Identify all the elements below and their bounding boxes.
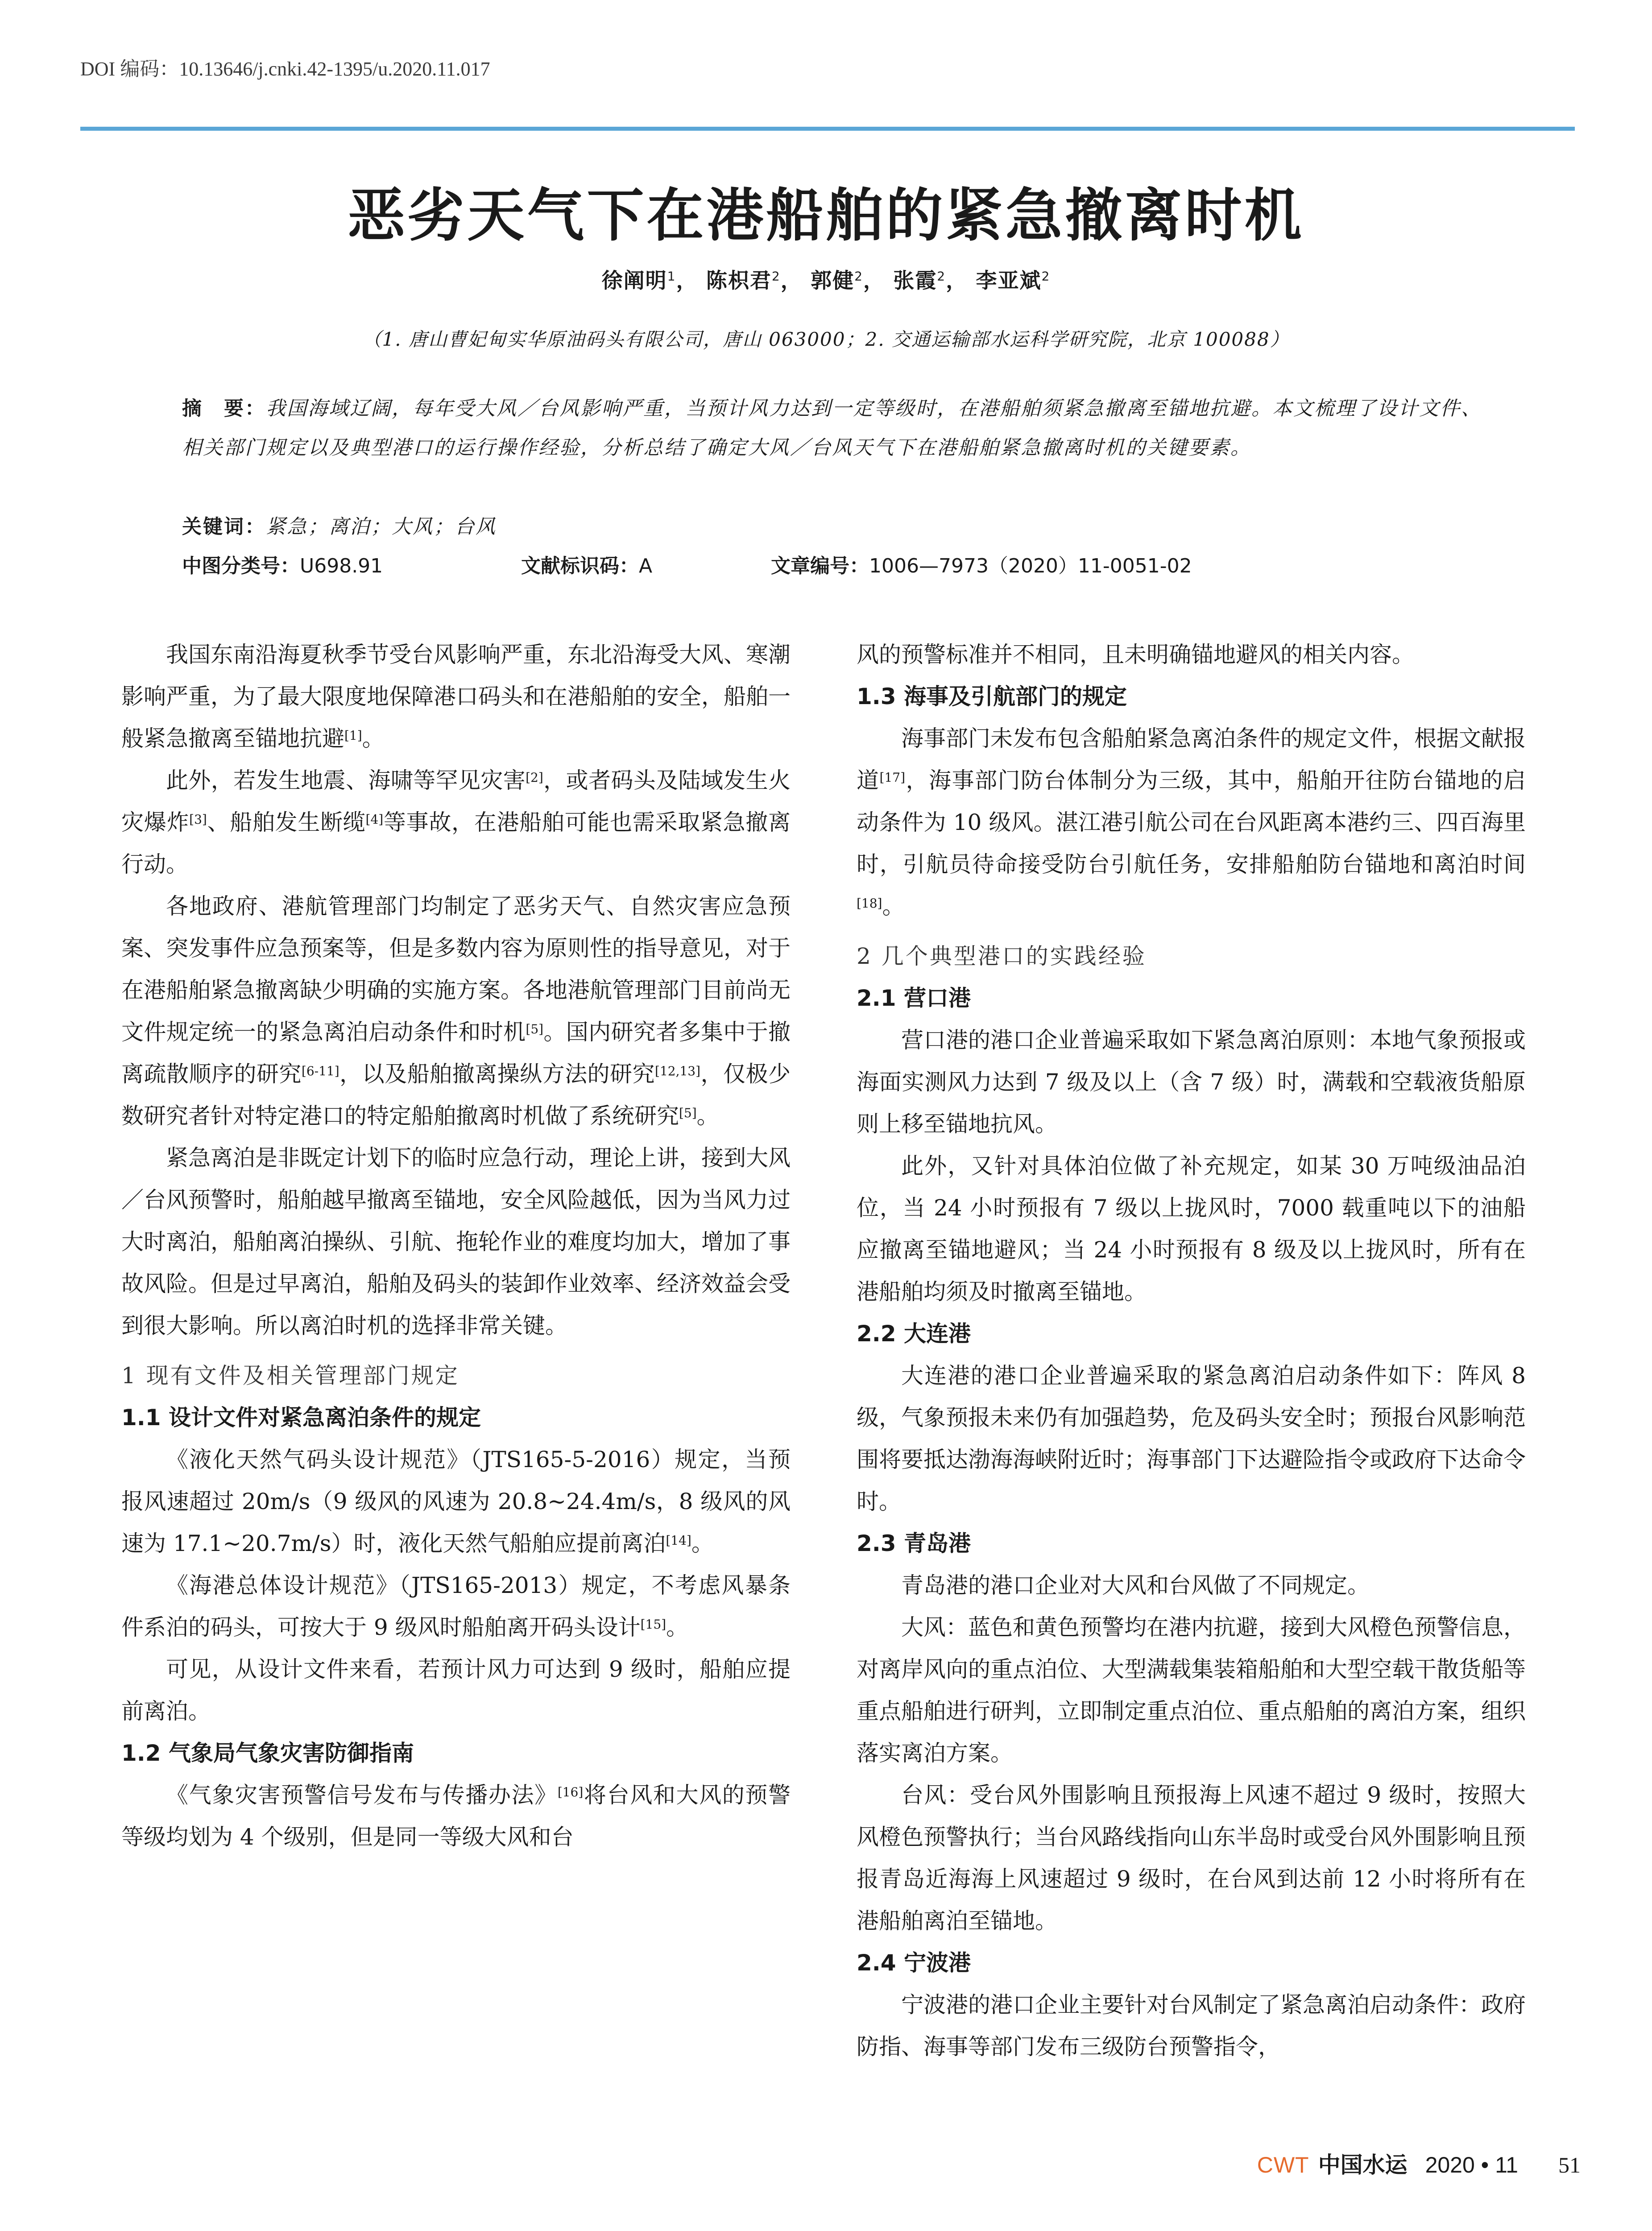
art-value: 1006—7973（2020）11-0051-02 xyxy=(869,555,1192,577)
keywords xyxy=(182,510,497,539)
paragraph: 《气象灾害预警信号发布与传播办法》[16]将台风和大风的预警等级均划为 4 个级别，但是同一等级大风和台 xyxy=(121,1782,791,1850)
subsection-heading: 1.2 气象局气象灾害防御指南 xyxy=(121,1740,414,1766)
paragraph: 各地政府、港航管理部门均制定了恶劣天气、自然灾害应急预案、突发事件应急预案等，但是多数内容为原则性的指导意见，对于在港船舶紧急撤离缺少明确的实施方案。各地港航管理部门目前尚无文件规定统一的紧急离泊启动条件和时机[5]。国内研究者多集中于撤离疏散顺序的研究[6-11]，以及船舶撤离操纵方法的研究[12,13]，仅极少数研究者针对特定港口的特定船舶撤离时机做了系统研究[5]。 xyxy=(121,893,791,1129)
subsection-heading: 2.4 宁波港 xyxy=(857,1950,971,1976)
paragraph: 《液化天然气码头设计规范》（JTS165-5-2016）规定，当预报风速超过 20m/s（9 级风的风速为 20.8~24.4m/s，8 级风的风速为 17.1~20.7m/s）时，液化天然气船舶应提前离泊[14]。 xyxy=(121,1447,791,1556)
citation: [1] xyxy=(344,728,362,743)
citation: [5] xyxy=(526,1022,544,1037)
paragraph: 大风：蓝色和黄色预警均在港内抗避，接到大风橙色预警信息，对离岸风向的重点泊位、大型满载集装箱船舶和大型空载干散货船等重点船舶进行研判，立即制定重点泊位、重点船舶的离泊方案，组织落实离泊方案。 xyxy=(857,1614,1526,1766)
subsection-heading: 1.3 海事及引航部门的规定 xyxy=(857,684,1127,709)
header-rule xyxy=(80,127,1575,131)
clc-value: U698.91 xyxy=(300,555,383,577)
right-column xyxy=(857,634,1526,2068)
author-affil-mark: 2 xyxy=(937,269,946,284)
clc-number xyxy=(182,550,521,578)
author-name: 徐阐明 xyxy=(601,269,667,293)
page-number: 51 xyxy=(1558,2152,1581,2177)
art-label: 文章编号： xyxy=(771,555,869,577)
paragraph: 大连港的港口企业普遍采取的紧急离泊启动条件如下：阵风 8 级，气象预报未来仍有加强趋势，危及码头安全时；预报台风影响范围将要抵达渤海海峡附近时；海事部门下达避险指令或政府下达命令时。 xyxy=(857,1363,1526,1514)
keywords-text: 紧急；离泊；大风；台风 xyxy=(266,515,497,538)
author-affil-mark: 1 xyxy=(667,269,676,284)
journal-name: 中国水运 xyxy=(1318,2152,1408,2178)
author-affil-mark: 2 xyxy=(854,269,863,284)
issue-label: 2020 • 11 xyxy=(1425,2152,1518,2177)
citation: [5] xyxy=(679,1106,697,1120)
paragraph: 台风：受台风外围影响且预报海上风速不超过 9 级时，按照大风橙色预警执行；当台风路线指向山东半岛时或受台风外围影响且预报青岛近海海上风速超过 9 级时，在台风到达前 12 小时将所有在港船舶离泊至锚地。 xyxy=(857,1782,1526,1934)
author-affil-mark: 2 xyxy=(771,269,781,284)
paragraph: 我国东南沿海夏秋季节受台风影响严重，东北沿海受大风、寒潮影响严重，为了最大限度地保障港口码头和在港船舶的安全，船舶一般紧急撤离至锚地抗避[1]。 xyxy=(121,642,791,751)
brand-logo-text: CWT xyxy=(1257,2152,1309,2177)
citation: [18] xyxy=(857,896,882,911)
section-heading: 2 几个典型港口的实践经验 xyxy=(857,943,1147,969)
left-column xyxy=(121,634,791,1858)
author-name: 李亚斌 xyxy=(976,269,1042,293)
article-number xyxy=(771,550,1192,578)
subsection-heading: 2.1 营口港 xyxy=(857,985,971,1011)
paragraph: 《海港总体设计规范》（JTS165-2013）规定，不考虑风暴条件系泊的码头，可按大于 9 级风时船舶离开码头设计[15]。 xyxy=(121,1572,791,1640)
subsection-heading: 2.2 大连港 xyxy=(857,1321,971,1347)
clc-label: 中图分类号： xyxy=(182,555,300,577)
paragraph: 风的预警标准并不相同，且未明确锚地避风的相关内容。 xyxy=(857,642,1414,668)
keywords-label: 关键词： xyxy=(182,515,266,538)
citation: [4] xyxy=(365,812,384,827)
citation: [6-11] xyxy=(301,1064,340,1078)
affiliations: （1. 唐山曹妃甸实华原油码头有限公司，唐山 063000；2. 交通运输部水运科学研究院，北京 100088） xyxy=(362,328,1290,350)
author-name: 郭健 xyxy=(811,269,855,293)
abstract-label: 摘 要： xyxy=(182,397,266,420)
page-footer xyxy=(1257,2147,1581,2179)
citation: [15] xyxy=(640,1617,667,1632)
citation: [17] xyxy=(879,770,906,785)
section-heading: 1 现有文件及相关管理部门规定 xyxy=(121,1363,460,1389)
paragraph: 此外，若发生地震、海啸等罕见灾害[2]，或者码头及陆域发生火灾爆炸[3]、船舶发生断缆[4]等事故，在港船舶可能也需采取紧急撤离行动。 xyxy=(121,767,791,877)
citation: [12,13] xyxy=(655,1064,701,1078)
paragraph: 海事部门未发布包含船舶紧急离泊条件的规定文件，根据文献报道[17]，海事部门防台体制分为三级，其中，船舶开往防台锚地的启动条件为 10 级风。湛江港引航公司在台风距离本港约三、四百海里时，引航员待命接受防台引航任务，安排船舶防台锚地和离泊时间[18]。 xyxy=(857,726,1526,919)
citation: [14] xyxy=(666,1533,691,1548)
subsection-heading: 1.1 设计文件对紧急离泊条件的规定 xyxy=(121,1405,481,1431)
doc-code xyxy=(521,550,771,578)
paragraph: 紧急离泊是非既定计划下的临时应急行动，理论上讲，接到大风／台风预警时，船舶越早撤离至锚地，安全风险越低，因为当风力过大时离泊，船舶离泊操纵、引航、拖轮作业的难度均加大，增加了事故风险。但是过早离泊，船舶及码头的装卸作业效率、经济效益会受到很大影响。所以离泊时机的选择非常关键。 xyxy=(121,1145,791,1339)
citation: [2] xyxy=(526,770,543,785)
paragraph: 宁波港的港口企业主要针对台风制定了紧急离泊启动条件：政府防指、海事等部门发布三级防台预警指令， xyxy=(857,1992,1526,2060)
paragraph: 可见，从设计文件来看，若预计风力可达到 9 级时，船舶应提前离泊。 xyxy=(121,1656,791,1724)
doc-label: 文献标识码： xyxy=(521,555,639,577)
citation: [16] xyxy=(557,1785,584,1800)
author-name: 陈枳君 xyxy=(706,269,772,293)
subsection-heading: 2.3 青岛港 xyxy=(857,1530,971,1556)
doi-line: DOI 编码：10.13646/j.cnki.42-1395/u.2020.11.017 xyxy=(80,58,490,80)
citation: [3] xyxy=(189,812,207,827)
doc-value: A xyxy=(639,555,653,577)
author-affil-mark: 2 xyxy=(1041,269,1051,284)
abstract-text: 我国海域辽阔，每年受大风／台风影响严重，当预计风力达到一定等级时，在港船舶须紧急撤离至锚地抗避。本文梳理了设计文件、相关部门规定以及典型港口的运行操作经验，分析总结了确定大风／台风天气下在港船舶紧急撤离时机的关键要素。 xyxy=(182,397,1482,459)
classification-row xyxy=(182,550,1192,578)
abstract xyxy=(182,389,1498,468)
author-name: 张霞 xyxy=(893,269,937,293)
author-list: 徐阐明$^1$， 陈枳君$^2$， 郭健$^2$， 张霞$^2$， 李亚斌$^2$ xyxy=(601,269,1051,293)
paragraph: 青岛港的港口企业对大风和台风做了不同规定。 xyxy=(901,1572,1370,1598)
paper-title: 恶劣天气下在港船舶的紧急撤离时机 xyxy=(348,182,1304,249)
paragraph: 营口港的港口企业普遍采取如下紧急离泊原则：本地气象预报或海面实测风力达到 7 级及以上（含 7 级）时，满载和空载液货船原则上移至锚地抗风。 xyxy=(857,1027,1526,1137)
paragraph: 此外，又针对具体泊位做了补充规定，如某 30 万吨级油品泊位，当 24 小时预报有 7 级以上拢风时，7000 载重吨以下的油船应撤离至锚地避风；当 24 小时预报有 8 级及以上拢风时，所有在港船舶均须及时撤离至锚地。 xyxy=(857,1153,1526,1305)
